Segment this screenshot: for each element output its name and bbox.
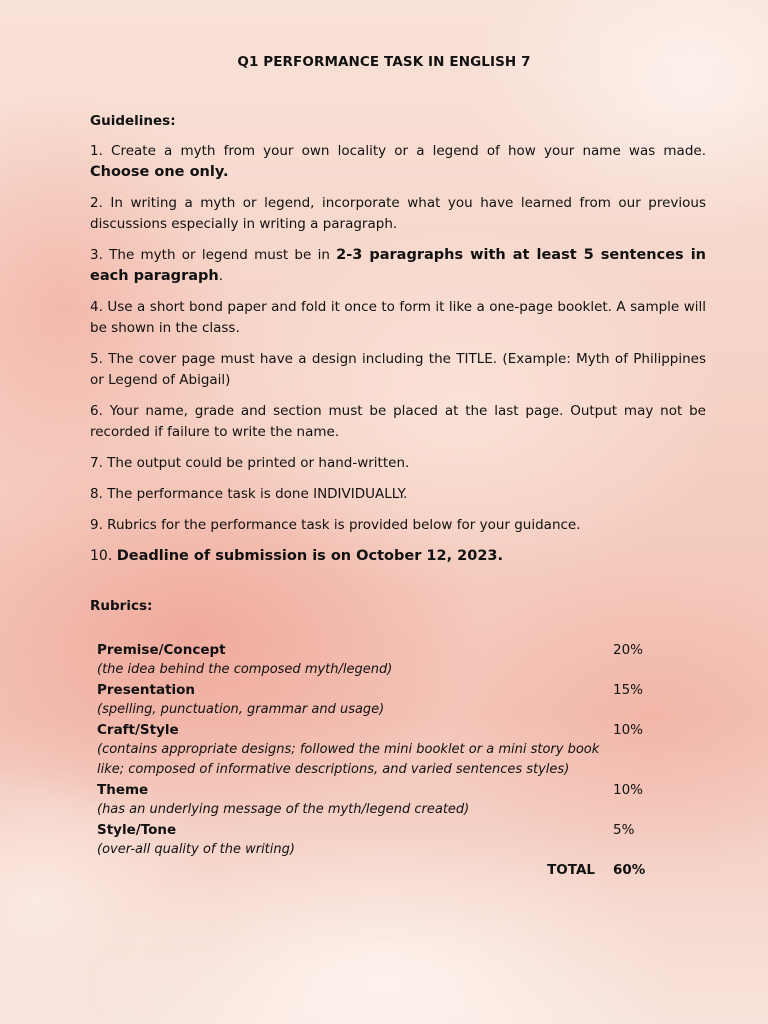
- rubric-percent: 15%: [613, 682, 644, 698]
- guideline-item: 2. In writing a myth or legend, incorporate what you have learned from our previous discussions especially in writing a paragraph.: [90, 195, 706, 232]
- rubric-description: (spelling, punctuation, grammar and usage): [97, 702, 385, 717]
- guidelines-list: [90, 141, 706, 577]
- guidelines-heading: Guidelines:: [90, 113, 176, 129]
- guideline-item: 1. Create a myth from your own locality or a legend of how your name was made. Choose one only.: [90, 143, 706, 180]
- guideline-item: 8. The performance task is done INDIVIDUALLY.: [90, 486, 408, 502]
- rubric-description: (over-all quality of the writing): [97, 842, 295, 857]
- rubrics-heading: Rubrics:: [90, 598, 153, 614]
- guideline-item: 6. Your name, grade and section must be placed at the last page. Output may not be recorded if failure to write the name.: [90, 403, 706, 440]
- rubric-criterion: Premise/Concept: [97, 642, 226, 658]
- rubric-criterion: Style/Tone: [97, 822, 177, 838]
- rubric-percent: 5%: [613, 822, 635, 838]
- rubric-percent: 10%: [613, 782, 644, 798]
- rubric-criterion: Presentation: [97, 682, 196, 698]
- total-percent: 60%: [613, 862, 646, 878]
- rubric-row: [97, 720, 657, 740]
- rubrics-table: [97, 640, 657, 880]
- rubric-criterion: Theme: [97, 782, 149, 798]
- guideline-item-deadline: 10. Deadline of submission is on October 12, 2023.: [90, 548, 504, 564]
- rubric-description: (contains appropriate designs; followed the mini booklet or a mini story book like; composed of informative descriptions, and varied sentences styles): [97, 742, 600, 777]
- rubric-percent: 10%: [613, 722, 644, 738]
- guideline-item: 3. The myth or legend must be in 2-3 paragraphs with at least 5 sentences in each paragraph.: [90, 247, 707, 284]
- guideline-item: 7. The output could be printed or hand-written.: [90, 455, 410, 471]
- rubric-row: [97, 780, 657, 800]
- rubric-description: (the idea behind the composed myth/legend): [97, 662, 393, 677]
- total-label: TOTAL: [547, 862, 595, 878]
- rubric-percent: 20%: [613, 642, 644, 658]
- rubric-total-row: [97, 860, 657, 880]
- rubric-row: [97, 680, 657, 700]
- document-title: Q1 PERFORMANCE TASK IN ENGLISH 7: [237, 54, 531, 70]
- guideline-item: 5. The cover page must have a design including the TITLE. (Example: Myth of Philippines or Legend of Abigail): [90, 351, 706, 388]
- rubric-criterion: Craft/Style: [97, 722, 179, 738]
- guideline-item: 9. Rubrics for the performance task is provided below for your guidance.: [90, 517, 581, 533]
- rubric-description: (has an underlying message of the myth/legend created): [97, 802, 470, 817]
- guideline-item: 4. Use a short bond paper and fold it once to form it like a one-page booklet. A sample will be shown in the class.: [90, 299, 706, 336]
- rubric-row: [97, 640, 657, 660]
- rubric-row: [97, 820, 657, 840]
